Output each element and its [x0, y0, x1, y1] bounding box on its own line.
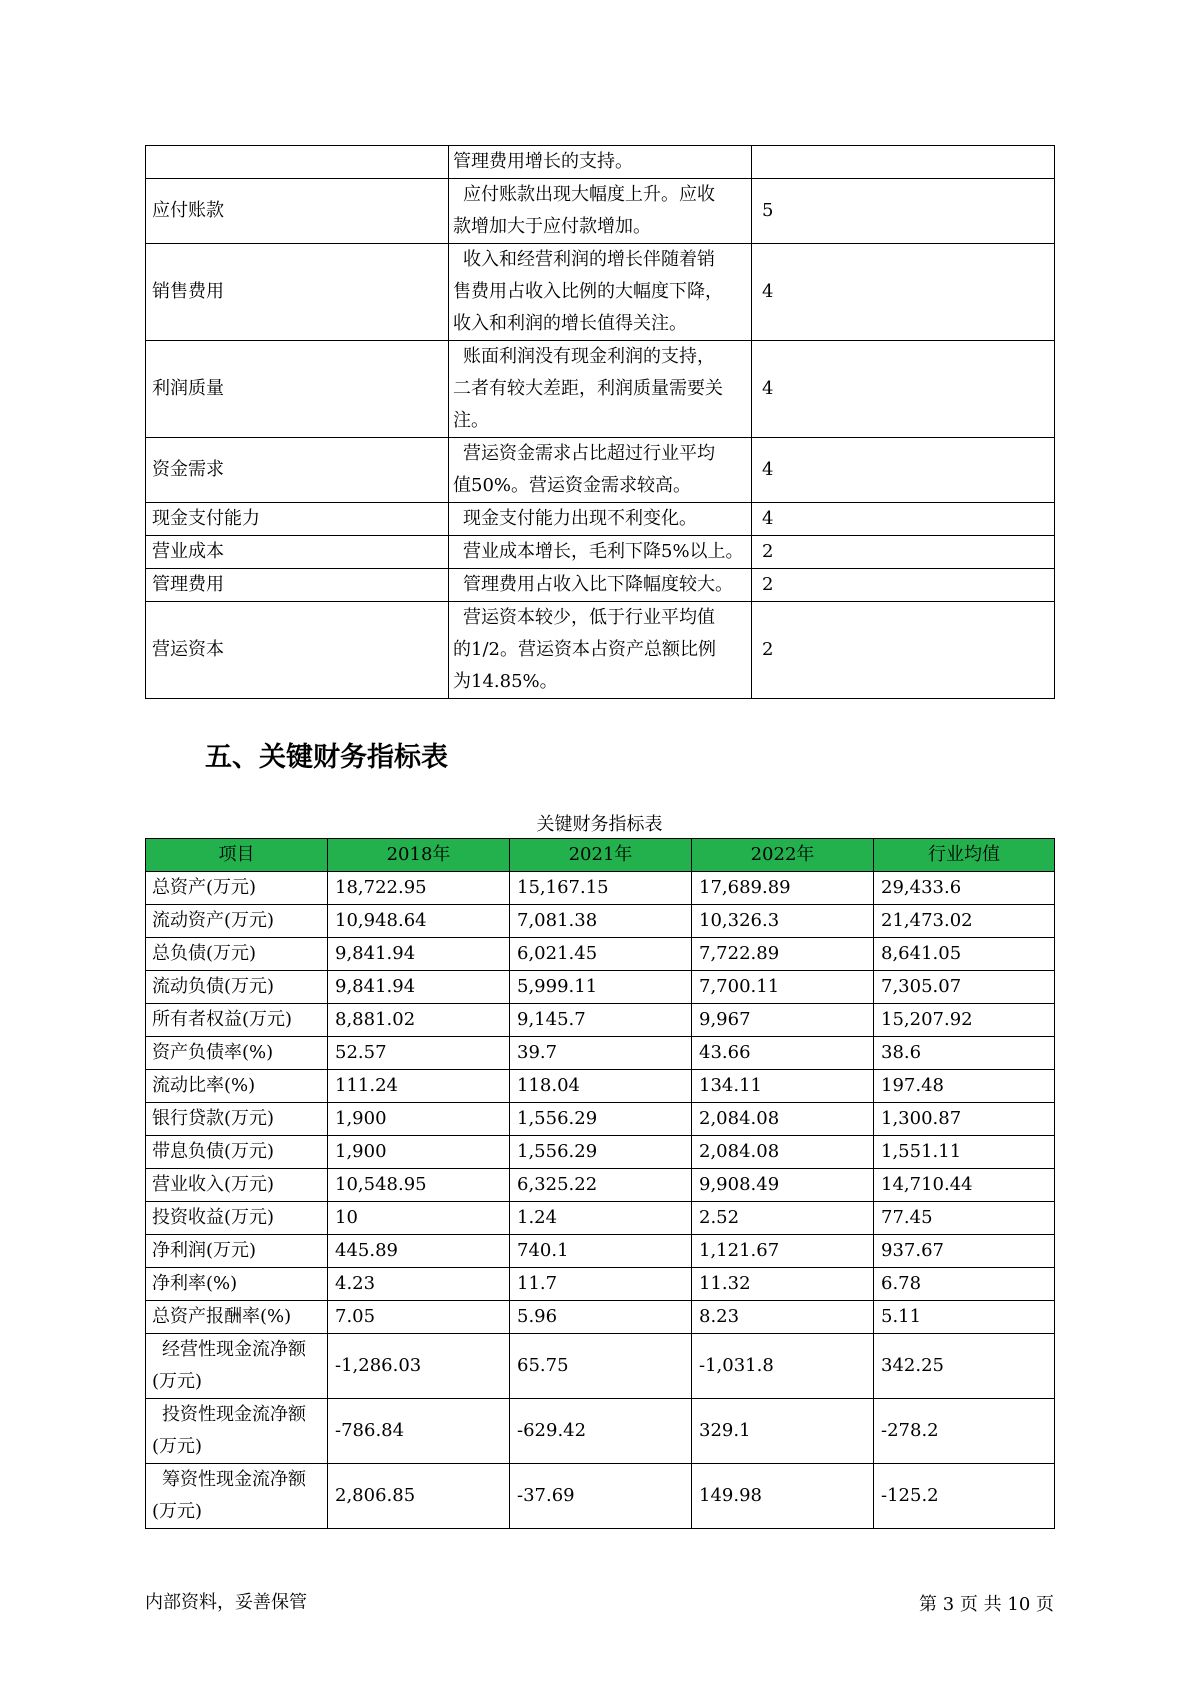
table-cell: 14,710.44: [874, 1169, 1055, 1202]
table-row: [146, 1136, 1055, 1169]
table-cell: 197.48: [874, 1070, 1055, 1103]
table-row: [146, 1037, 1055, 1070]
table-cell: 2,084.08: [692, 1103, 874, 1136]
row-label-line: 带息负债(万元): [152, 1141, 275, 1162]
footer-confidential-note: 内部资料，妥善保管: [145, 1592, 307, 1613]
risk-description-line: 收入和经营利润的增长伴随着销: [463, 249, 715, 270]
row-label-line: 流动负债(万元): [152, 976, 275, 997]
risk-description: [449, 244, 752, 341]
table-cell: 18,722.95: [328, 872, 510, 905]
risk-row: [146, 244, 1055, 341]
row-label-line: 流动比率(%): [152, 1075, 256, 1096]
table-row: [146, 1334, 1055, 1399]
row-label: [146, 1235, 328, 1268]
table-cell: 2,806.85: [328, 1464, 510, 1529]
table-row: [146, 1399, 1055, 1464]
table-cell: 6,021.45: [510, 938, 692, 971]
risk-score: 2: [752, 536, 1055, 569]
table-cell: 1,551.11: [874, 1136, 1055, 1169]
row-label: [146, 1037, 328, 1070]
risk-score: 4: [752, 244, 1055, 341]
table-cell: 134.11: [692, 1070, 874, 1103]
risk-description: [449, 146, 752, 179]
risk-description: [449, 179, 752, 244]
row-label: [146, 1004, 328, 1037]
row-label-line: 净利润(万元): [152, 1240, 257, 1261]
risk-description-line: 款增加大于应付款增加。: [453, 216, 651, 237]
row-label: [146, 1268, 328, 1301]
risk-item: 资金需求: [146, 438, 449, 503]
column-header: 2022年: [692, 839, 874, 872]
risk-score: 5: [752, 179, 1055, 244]
row-label-line: 经营性现金流净额: [162, 1339, 306, 1360]
row-label-line: 银行贷款(万元): [152, 1108, 275, 1129]
table-cell: 1,900: [328, 1136, 510, 1169]
table-row: [146, 1103, 1055, 1136]
risk-item: [146, 146, 449, 179]
row-label: [146, 1202, 328, 1235]
risk-row: [146, 569, 1055, 602]
table-cell: 39.7: [510, 1037, 692, 1070]
table-cell: 8,881.02: [328, 1004, 510, 1037]
column-header: 行业均值: [874, 839, 1055, 872]
row-label: [146, 1103, 328, 1136]
risk-row: [146, 602, 1055, 699]
table-cell: 9,841.94: [328, 938, 510, 971]
row-label: [146, 938, 328, 971]
table-cell: 6.78: [874, 1268, 1055, 1301]
table-cell: 29,433.6: [874, 872, 1055, 905]
table-cell: 5.11: [874, 1301, 1055, 1334]
risk-item: 应付账款: [146, 179, 449, 244]
risk-description: [449, 602, 752, 699]
row-label: [146, 1464, 328, 1529]
table-cell: 5.96: [510, 1301, 692, 1334]
financial-indicators-table: [145, 838, 1055, 1529]
table-cell: 1.24: [510, 1202, 692, 1235]
row-label-line: 投资性现金流净额: [162, 1404, 306, 1425]
table-cell: -37.69: [510, 1464, 692, 1529]
risk-description-line: 现金支付能力出现不利变化。: [463, 508, 697, 529]
row-label: [146, 1136, 328, 1169]
risk-row: [146, 341, 1055, 438]
risk-description-line: 营业成本增长，毛利下降5%以上。: [463, 541, 744, 562]
table-cell: 9,908.49: [692, 1169, 874, 1202]
risk-score: 4: [752, 341, 1055, 438]
column-header: 2018年: [328, 839, 510, 872]
table-cell: 9,145.7: [510, 1004, 692, 1037]
row-label: [146, 1169, 328, 1202]
table-cell: 52.57: [328, 1037, 510, 1070]
row-label-line: 投资收益(万元): [152, 1207, 275, 1228]
risk-row: [146, 179, 1055, 244]
row-label-line: 流动资产(万元): [152, 910, 275, 931]
table-cell: 7,305.07: [874, 971, 1055, 1004]
row-label-line: (万元): [152, 1371, 203, 1392]
risk-description: [449, 438, 752, 503]
row-label: [146, 872, 328, 905]
row-label-line: 所有者权益(万元): [152, 1009, 293, 1030]
table-cell: -1,286.03: [328, 1334, 510, 1399]
risk-description-line: 二者有较大差距，利润质量需要关: [453, 378, 723, 399]
table-cell: 10: [328, 1202, 510, 1235]
table-cell: 21,473.02: [874, 905, 1055, 938]
table-row: [146, 938, 1055, 971]
table-cell: 111.24: [328, 1070, 510, 1103]
table-row: [146, 1464, 1055, 1529]
table-cell: -1,031.8: [692, 1334, 874, 1399]
row-label-line: 资产负债率(%): [152, 1042, 274, 1063]
risk-score: 2: [752, 602, 1055, 699]
table-row: [146, 905, 1055, 938]
table-row: [146, 1235, 1055, 1268]
risk-item: 营业成本: [146, 536, 449, 569]
risk-score: 4: [752, 503, 1055, 536]
risk-description: [449, 536, 752, 569]
table-cell: 1,900: [328, 1103, 510, 1136]
row-label: [146, 1301, 328, 1334]
table-caption: 关键财务指标表: [536, 814, 663, 835]
column-header: 项目: [146, 839, 328, 872]
table-cell: 342.25: [874, 1334, 1055, 1399]
risk-item: 利润质量: [146, 341, 449, 438]
row-label-line: 总负债(万元): [152, 943, 257, 964]
table-row: [146, 1070, 1055, 1103]
footer-page-number: 第 3 页 共 10 页: [919, 1594, 1054, 1615]
table-cell: 15,207.92: [874, 1004, 1055, 1037]
risk-description: [449, 341, 752, 438]
table-cell: 10,548.95: [328, 1169, 510, 1202]
table-cell: 8.23: [692, 1301, 874, 1334]
row-label-line: 筹资性现金流净额: [162, 1469, 306, 1490]
risk-table: [145, 145, 1055, 699]
row-label-line: (万元): [152, 1501, 203, 1522]
table-row: [146, 1301, 1055, 1334]
table-cell: 11.7: [510, 1268, 692, 1301]
table-row: [146, 1202, 1055, 1235]
risk-description-line: 值50%。营运资金需求较高。: [453, 475, 692, 496]
table-cell: 7,700.11: [692, 971, 874, 1004]
table-cell: 1,121.67: [692, 1235, 874, 1268]
table-row: [146, 872, 1055, 905]
risk-description-line: 应付账款出现大幅度上升。应收: [463, 184, 715, 205]
table-cell: 77.45: [874, 1202, 1055, 1235]
table-cell: 149.98: [692, 1464, 874, 1529]
table-cell: 4.23: [328, 1268, 510, 1301]
table-cell: 937.67: [874, 1235, 1055, 1268]
table-header-row: [146, 839, 1055, 872]
table-cell: 329.1: [692, 1399, 874, 1464]
table-cell: 740.1: [510, 1235, 692, 1268]
risk-item: 营运资本: [146, 602, 449, 699]
table-cell: 7,722.89: [692, 938, 874, 971]
table-cell: 2,084.08: [692, 1136, 874, 1169]
table-cell: 15,167.15: [510, 872, 692, 905]
table-cell: 118.04: [510, 1070, 692, 1103]
table-row: [146, 1169, 1055, 1202]
risk-score: [752, 146, 1055, 179]
risk-description-line: 为14.85%。: [453, 671, 558, 692]
risk-description-line: 账面利润没有现金利润的支持，: [463, 346, 715, 367]
table-row: [146, 1004, 1055, 1037]
risk-description-line: 营运资金需求占比超过行业平均: [463, 443, 715, 464]
risk-row: [146, 146, 1055, 179]
table-cell: 10,948.64: [328, 905, 510, 938]
table-cell: 5,999.11: [510, 971, 692, 1004]
table-cell: 1,556.29: [510, 1136, 692, 1169]
risk-description-line: 售费用占收入比例的大幅度下降，: [453, 281, 723, 302]
row-label-line: 总资产报酬率(%): [152, 1306, 292, 1327]
risk-row: [146, 503, 1055, 536]
row-label: [146, 905, 328, 938]
risk-item: 管理费用: [146, 569, 449, 602]
table-cell: -125.2: [874, 1464, 1055, 1529]
table-cell: 38.6: [874, 1037, 1055, 1070]
risk-score: 2: [752, 569, 1055, 602]
risk-score: 4: [752, 438, 1055, 503]
table-cell: -629.42: [510, 1399, 692, 1464]
table-row: [146, 1268, 1055, 1301]
table-cell: 9,841.94: [328, 971, 510, 1004]
table-cell: -786.84: [328, 1399, 510, 1464]
risk-item: 现金支付能力: [146, 503, 449, 536]
table-cell: 6,325.22: [510, 1169, 692, 1202]
table-cell: 7,081.38: [510, 905, 692, 938]
row-label-line: (万元): [152, 1436, 203, 1457]
table-cell: 17,689.89: [692, 872, 874, 905]
risk-row: [146, 536, 1055, 569]
row-label-line: 营业收入(万元): [152, 1174, 275, 1195]
risk-description-line: 管理费用占收入比下降幅度较大。: [463, 574, 733, 595]
section-title: 五、关键财务指标表: [205, 742, 448, 773]
row-label: [146, 1399, 328, 1464]
risk-description: [449, 503, 752, 536]
table-cell: 8,641.05: [874, 938, 1055, 971]
risk-description-line: 收入和利润的增长值得关注。: [453, 313, 687, 334]
table-cell: 65.75: [510, 1334, 692, 1399]
row-label-line: 净利率(%): [152, 1273, 238, 1294]
table-cell: 2.52: [692, 1202, 874, 1235]
row-label-line: 总资产(万元): [152, 877, 257, 898]
table-cell: 7.05: [328, 1301, 510, 1334]
table-cell: 9,967: [692, 1004, 874, 1037]
table-cell: -278.2: [874, 1399, 1055, 1464]
table-cell: 1,300.87: [874, 1103, 1055, 1136]
table-cell: 10,326.3: [692, 905, 874, 938]
risk-description-line: 营运资本较少，低于行业平均值: [463, 607, 715, 628]
risk-description-line: 的1/2。营运资本占资产总额比例: [453, 639, 716, 660]
risk-row: [146, 438, 1055, 503]
row-label: [146, 1334, 328, 1399]
column-header: 2021年: [510, 839, 692, 872]
table-cell: 1,556.29: [510, 1103, 692, 1136]
row-label: [146, 1070, 328, 1103]
table-cell: 43.66: [692, 1037, 874, 1070]
table-cell: 445.89: [328, 1235, 510, 1268]
risk-description: [449, 569, 752, 602]
risk-description-line: 注。: [453, 410, 489, 431]
table-row: [146, 971, 1055, 1004]
table-cell: 11.32: [692, 1268, 874, 1301]
risk-item: 销售费用: [146, 244, 449, 341]
risk-description-line: 管理费用增长的支持。: [453, 151, 633, 172]
row-label: [146, 971, 328, 1004]
